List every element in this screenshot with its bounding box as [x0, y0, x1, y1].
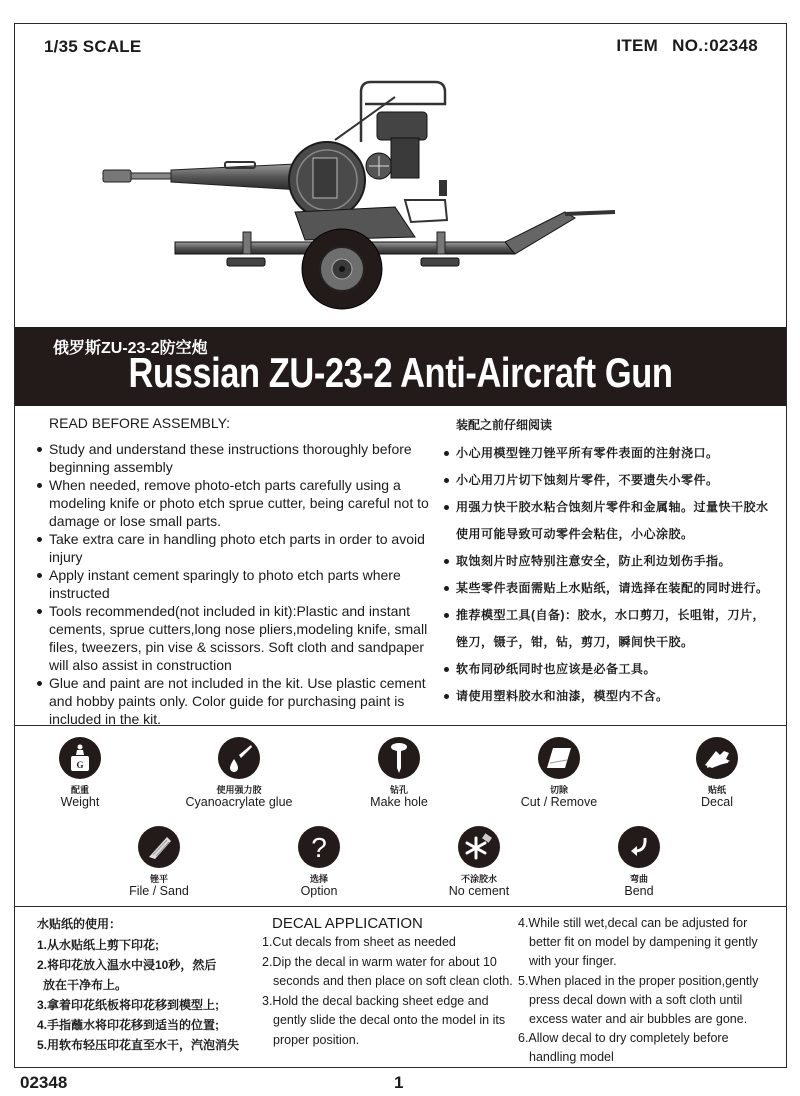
title-banner: [15, 327, 786, 406]
symbol-file-sand: 锉平 File / Sand: [79, 826, 239, 898]
list-item: When needed, remove photo-etch parts carefully using a modeling knife or photo etch sprue cutter, being careful not to damage or lose small parts.: [36, 476, 434, 530]
decal-cn-title: 水贴纸的使用：: [37, 917, 122, 931]
page-number: 1: [394, 1073, 404, 1092]
symbol-glue: 使用强力胶 Cyanoacrylate glue: [159, 737, 319, 809]
symbol-option: ? 选择 Option: [239, 826, 399, 898]
list-item: Study and understand these instructions thoroughly before beginning assembly: [36, 440, 434, 476]
cut-icon: [538, 737, 580, 779]
glue-drop-icon: [218, 737, 260, 779]
divider: [15, 725, 786, 726]
divider: [15, 906, 786, 907]
read-before-cn-list: [443, 440, 783, 710]
list-item: 请使用塑料胶水和油漆，模型内不含。: [443, 683, 783, 710]
list-item: 推荐模型工具(自备)：胶水，水口剪刀，长咀钳，刀片，: [443, 602, 783, 629]
question-icon: [298, 826, 340, 868]
decal-instructions-cn: 水贴纸的使用： 1.从水贴纸上剪下印花; 2.将印花放入温水中浸10秒，然后 放在干净布上。 3.拿着印花纸板将印花移到模型上; 4.手指蘸水将印花移到适当的位置; 5.用软布轻压印花直至水干，汽泡消失: [37, 914, 267, 1055]
title-cn: 俄罗斯ZU-23-2防空炮: [53, 340, 208, 357]
svg-text:G: G: [76, 760, 84, 770]
read-before-title: READ BEFORE ASSEMBLY:: [49, 415, 231, 431]
symbol-decal: 贴纸 Decal: [637, 737, 797, 809]
decal-instructions-en-continued: 4.While still wet,decal can be adjusted for better fit on model by dampening it gently with your finger. 5.When placed in the proper position,gently press decal down with a soft cloth until excess water and air bubbles are gone. 6.Allow decal to dry completely before handling model: [518, 916, 759, 1065]
drill-icon: [378, 737, 420, 779]
list-item: 小心用模型锉刀锉平所有零件表面的注射浇口。: [443, 440, 783, 467]
list-item: Glue and paint are not included in the kit. Use plastic cement and hobby paints only. Color guide for purchasing paint is included in the kit.: [36, 674, 434, 728]
weight-icon: [59, 737, 101, 779]
list-item: 小心用刀片切下蚀刻片零件，不要遗失小零件。: [443, 467, 783, 494]
item-number-value: NO.:02348: [672, 36, 758, 55]
decal-instructions-en: DECAL APPLICATION 1.Cut decals from sheet as needed 2.Dip the decal in warm water for about 10 seconds and then place on soft clean cloth. 3.Hold the decal backing sheet edge and gently slide the decal onto the model in its proper position.: [262, 914, 522, 1050]
list-item: Take extra care in handling photo etch parts in order to avoid injury: [36, 530, 434, 566]
footer-item-number: 02348: [20, 1073, 68, 1092]
bend-arrow-icon: [618, 826, 660, 868]
svg-text:?: ?: [311, 832, 327, 862]
file-icon: [138, 826, 180, 868]
read-before-cn-title: 装配之前仔细阅读: [456, 418, 553, 432]
title-en: Russian ZU-23-2 Anti-Aircraft Gun: [128, 349, 673, 396]
symbol-no-cement: 不涂胶水 No cement: [399, 826, 559, 898]
gun-illustration: [95, 62, 705, 320]
symbol-weight: G 配重 Weight: [0, 737, 160, 809]
symbol-bend: 弯曲 Bend: [559, 826, 719, 898]
no-cement-icon: [458, 826, 500, 868]
decal-icon: [696, 737, 738, 779]
list-item: 取蚀刻片时应特别注意安全，防止利边划伤手指。: [443, 548, 783, 575]
list-item: 用强力快干胶水粘合蚀刻片零件和金属轴。过量快干胶水: [443, 494, 783, 521]
symbol-cut-remove: 切除 Cut / Remove: [479, 737, 639, 809]
list-item: 软布同砂纸同时也应该是必备工具。: [443, 656, 783, 683]
list-item-continued: 使用可能导致可动零件会粘住，小心涂胶。: [456, 527, 694, 541]
symbol-make-hole: 钻孔 Make hole: [319, 737, 479, 809]
read-before-list: [36, 440, 434, 728]
scale-label: 1/35 SCALE: [44, 37, 142, 56]
item-number: [616, 36, 758, 56]
list-item: Apply instant cement sparingly to photo etch parts where instructed: [36, 566, 434, 602]
list-item-continued: 锉刀，镊子，钳，钻，剪刀，瞬间快干胶。: [456, 635, 694, 649]
decal-en-title: DECAL APPLICATION: [272, 915, 423, 932]
list-item: 某些零件表面需贴上水贴纸，请选择在装配的同时进行。: [443, 575, 783, 602]
item-label: ITEM: [616, 36, 659, 55]
list-item: Tools recommended(not included in kit):Plastic and instant cements, sprue cutters,long nose pliers,modeling knife, small files, tweezers, pin vise & scissors. Soft cloth and sandpaper will also assist in construction: [36, 602, 434, 674]
